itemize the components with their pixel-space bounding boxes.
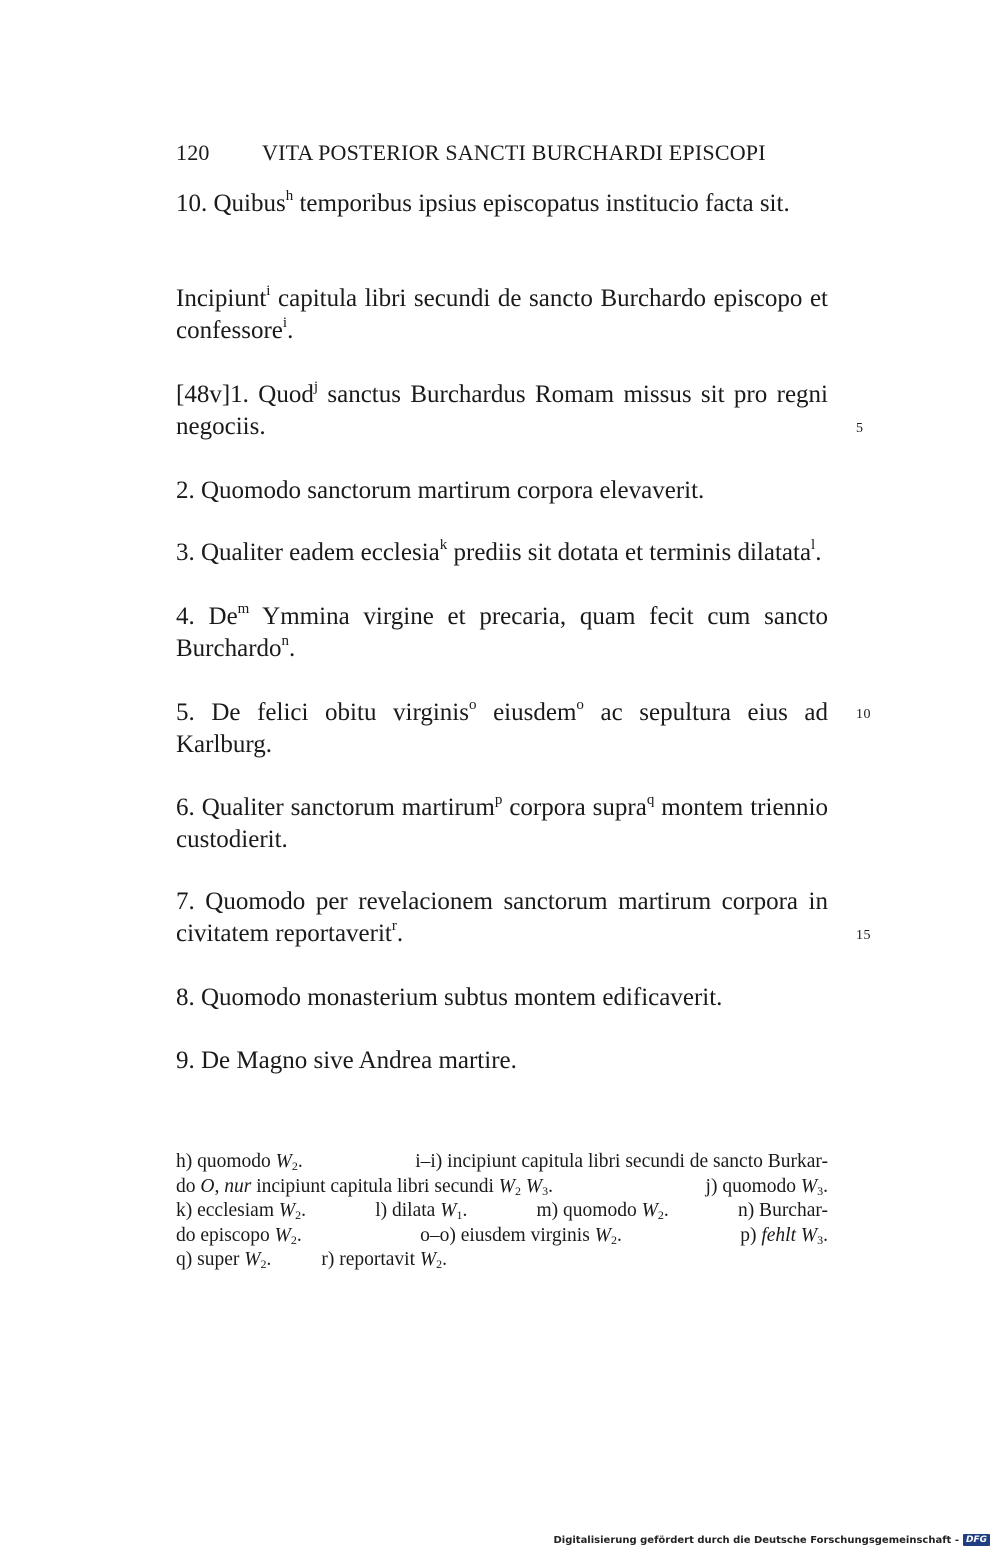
text-segment: 10. Quibus (176, 190, 286, 217)
footnote-line (176, 1175, 828, 1200)
text-segment: sanctus Burchardus Romam missus sit pro regni negociis. (176, 381, 828, 440)
chapter-4 (176, 601, 828, 665)
line-number: 15 (856, 928, 871, 943)
chapter-6 (176, 792, 828, 856)
chapter-3 (176, 537, 828, 569)
running-title: VITA POSTERIOR SANCTI BURCHARDI EPISCOPI (262, 140, 766, 165)
text-segment: [48v]1. Quod (176, 381, 314, 408)
text-segment: 5. De felici obitu virginis (176, 699, 469, 726)
footnote-line (176, 1248, 828, 1273)
footnote-marker: p (494, 791, 503, 808)
footnote-r: r) reportavit $W_2$. (321, 1249, 448, 1271)
text-segment: 4. De (176, 603, 238, 630)
footnote-p: p) fehlt $W_3$. (740, 1224, 828, 1247)
footnote-marker: m (237, 600, 250, 617)
text-segment: temporibus ipsius episcopatus institucio facta sit. (293, 190, 790, 217)
footnote-marker: q (646, 791, 655, 808)
footnote-m: m) quomodo $W_2$. (536, 1200, 669, 1222)
footnote-marker: r (391, 917, 397, 934)
footnote-j: j) quomodo $W_3$. (705, 1175, 828, 1198)
text-segment: . (815, 539, 822, 566)
text-segment: prediis sit dotata et terminis dilatata (447, 539, 812, 566)
dfg-logo: DFG (963, 1534, 990, 1546)
footnotes (176, 1150, 828, 1273)
footnote-line (176, 1199, 828, 1224)
chapter-2: 2. Quomodo sanctorum martirum corpora elevaverit. (176, 477, 705, 504)
line-number: 5 (856, 421, 864, 436)
text-segment: Incipiunt (176, 285, 267, 312)
footnote-marker: k (439, 536, 448, 553)
text-segment: eiusdem (476, 699, 577, 726)
chapter-10-heading (176, 188, 828, 220)
text-segment: montem triennio custodierit. (176, 794, 828, 853)
page-number: 120 (176, 140, 210, 165)
text-segment: 7. Quomodo per revelacionem sanctorum martirum corpora in civitatem reportaverit (176, 888, 828, 947)
chapter-5 (176, 697, 828, 761)
footnote-i-i-cont: do O, nur incipiunt capitula libri secundi $W_2$ $W_3$. (176, 1175, 554, 1198)
footnote-n: n) Burchar- (737, 1200, 828, 1221)
line-number: 10 (856, 707, 871, 722)
footnote-line (176, 1224, 828, 1249)
footnote-o-o: o–o) eiusdem virginis $W_2$. (420, 1224, 622, 1247)
text-segment: capitula libri secundi de sancto Burchardo episcopo et confessore (176, 285, 828, 344)
footnote-marker: o (468, 696, 477, 713)
text-segment: . (287, 317, 294, 344)
footnote-marker: i (266, 282, 271, 299)
footnote-marker: j (313, 378, 318, 395)
incipit-heading (176, 283, 828, 347)
text-segment: . (289, 635, 296, 662)
chapter-7 (176, 886, 828, 950)
text-segment: ac sepultura eius ad Karlburg. (176, 699, 828, 758)
page-header (176, 140, 836, 166)
footnote-n-cont: do episcopo $W_2$. (176, 1224, 302, 1247)
footnote-marker: n (281, 632, 290, 649)
footnote-marker: o (576, 696, 584, 713)
chapter-9: 9. De Magno sive Andrea martire. (176, 1047, 517, 1074)
text-segment: 3. Qualiter eadem ecclesia (176, 539, 440, 566)
footnote-k: k) ecclesiam $W_2$. (176, 1200, 306, 1222)
text-segment: corpora supra (502, 794, 647, 821)
chapter-8: 8. Quomodo monasterium subtus montem edificaverit. (176, 984, 723, 1011)
footnote-i-i: i–i) incipiunt capitula libri secundi de sancto Burkar- (415, 1151, 828, 1172)
footnote-marker: l (811, 536, 816, 553)
footnote-marker: h (285, 187, 294, 204)
chapter-1 (176, 379, 828, 443)
text-segment: 6. Qualiter sanctorum martirum (176, 794, 495, 821)
footnote-marker: i (282, 314, 288, 331)
footnote-q: q) super $W_2$. (176, 1249, 272, 1271)
footnote-l: l) dilata $W_1$. (375, 1200, 468, 1222)
credit-text: Digitalisierung gefördert durch die Deutsche Forschungsgemeinschaft - (553, 1534, 959, 1546)
digitization-credit (553, 1534, 990, 1546)
text-segment: . (396, 920, 404, 947)
text-segment: Ymmina virgine et precaria, quam fecit cum sancto Burchardo (176, 603, 828, 662)
footnote-h: h) quomodo $W_2$. (176, 1151, 303, 1173)
footnote-line (176, 1150, 828, 1175)
